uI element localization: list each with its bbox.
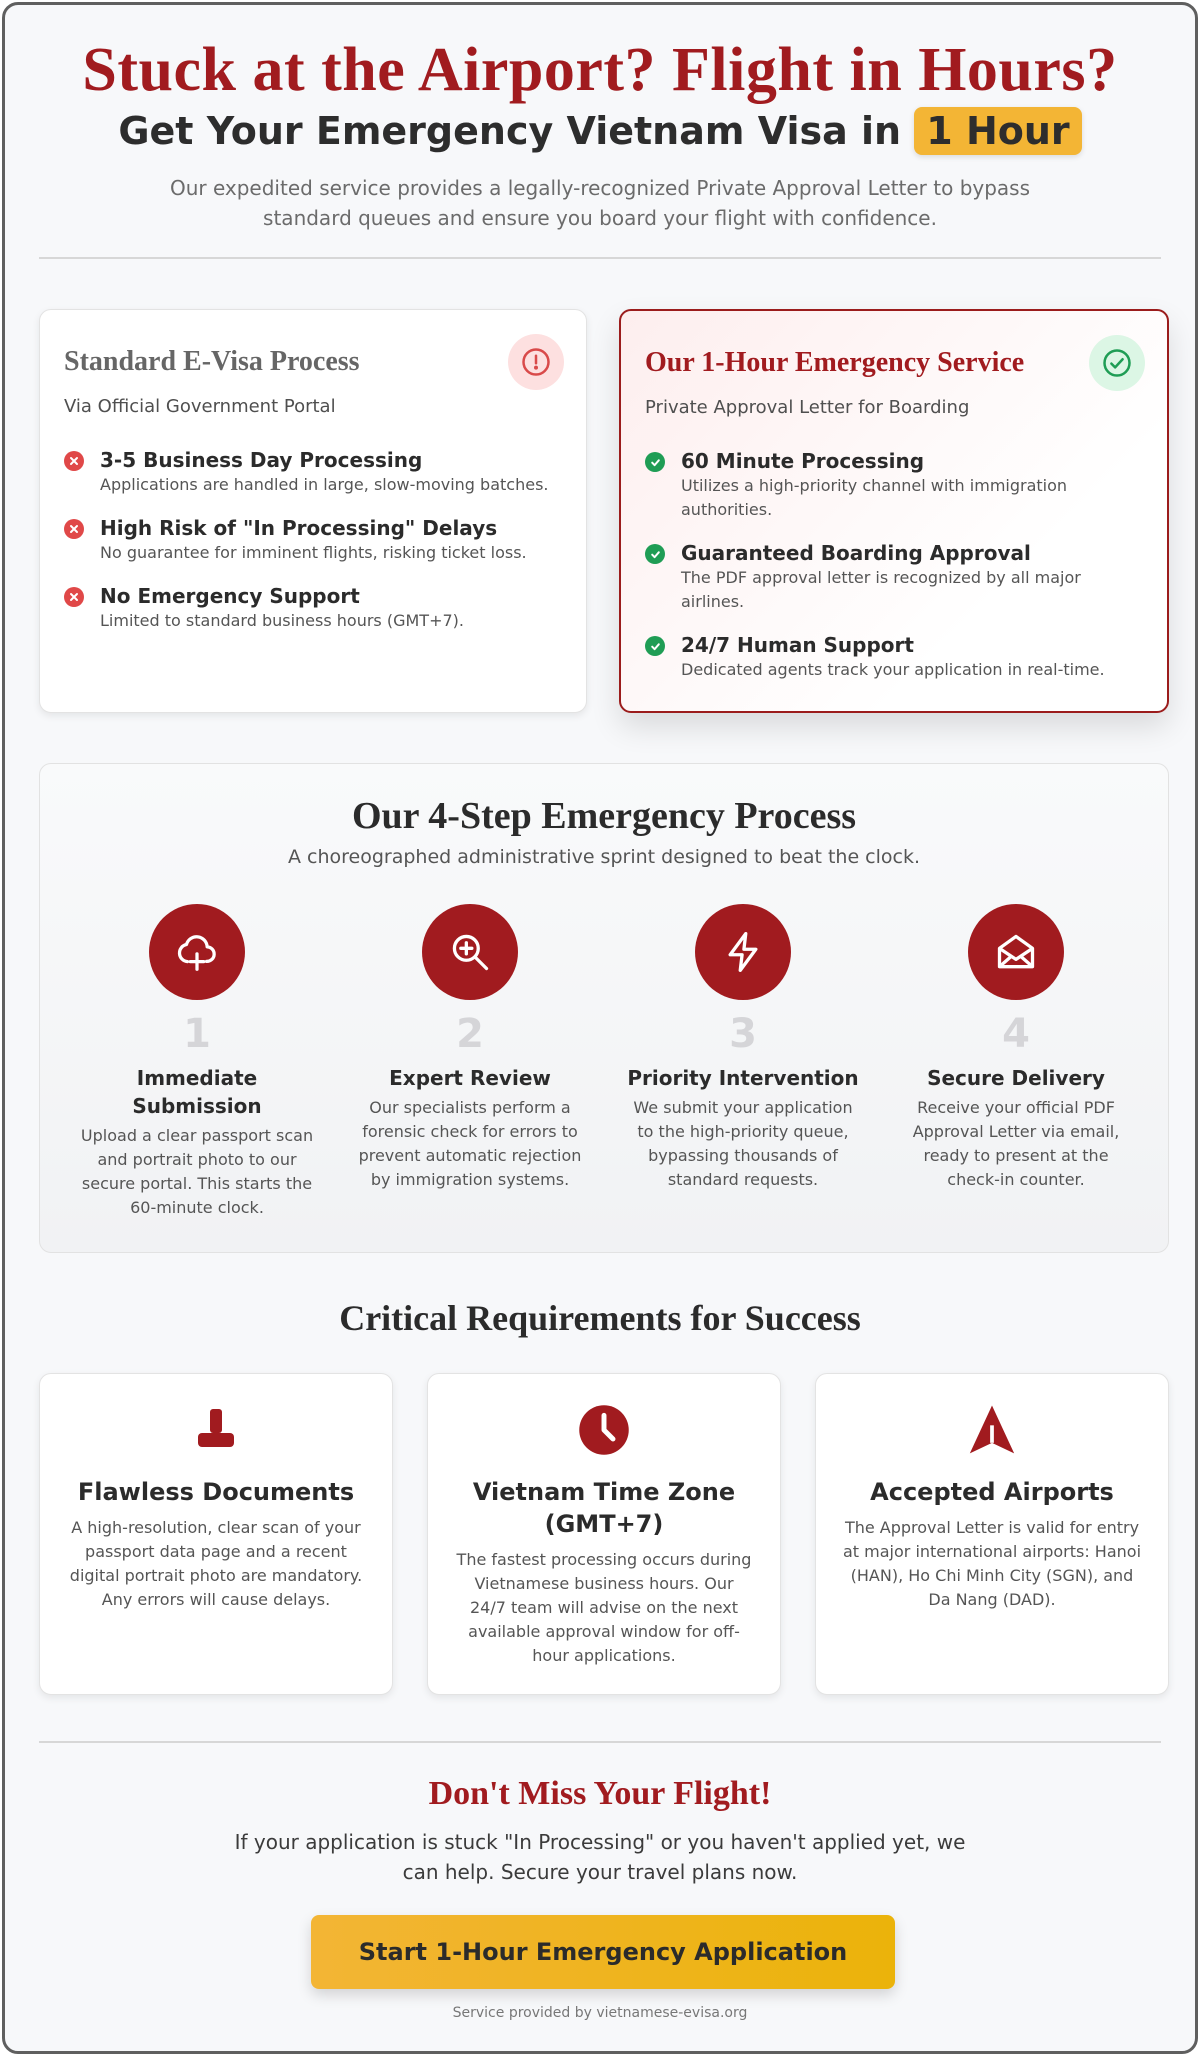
cloud-upload-icon xyxy=(149,904,245,1000)
feature-description: No guarantee for imminent flights, risking ticket loss. xyxy=(100,543,527,562)
feature-description: The PDF approval letter is recognized by all major airlines. xyxy=(681,568,1081,611)
emergency-card-title: Our 1-Hour Emergency Service xyxy=(645,347,1025,378)
process-subtitle: A choreographed administrative sprint designed to beat the clock. xyxy=(287,846,921,868)
x-circle-icon xyxy=(64,451,84,471)
requirement-title: Flawless Documents xyxy=(77,1478,355,1506)
step-number: 2 xyxy=(456,1011,484,1057)
step-title: Immediate Submission xyxy=(132,1066,262,1118)
feature-title: 24/7 Human Support xyxy=(681,633,914,657)
feature-title: High Risk of "In Processing" Delays xyxy=(100,516,498,540)
alert-circle-icon xyxy=(508,334,564,390)
start-application-button[interactable]: Start 1-Hour Emergency Application xyxy=(311,1915,895,1989)
step-description: Receive your official PDF Approval Letter via email, ready to present at the check-in counter. xyxy=(912,1098,1120,1189)
step-title: Priority Intervention xyxy=(627,1066,859,1090)
process-section xyxy=(39,763,1169,1253)
step-card xyxy=(896,904,1136,1192)
step-number: 3 xyxy=(729,1011,757,1057)
step-description: Our specialists perform a forensic check for errors to prevent automatic rejection by immigration systems. xyxy=(358,1098,582,1189)
x-circle-icon xyxy=(64,519,84,539)
feature-title: No Emergency Support xyxy=(100,584,360,608)
step-description: We submit your application to the high-priority queue, bypassing thousands of standard requests. xyxy=(633,1098,853,1189)
standard-card-subtitle: Via Official Government Portal xyxy=(64,396,336,417)
feature-description: Dedicated agents track your application in real-time. xyxy=(681,660,1105,679)
step-card xyxy=(623,904,863,1192)
process-title: Our 4-Step Emergency Process xyxy=(351,795,857,837)
magnifier-plus-icon xyxy=(422,904,518,1000)
check-circle-icon xyxy=(645,544,665,564)
emergency-card-subtitle: Private Approval Letter for Boarding xyxy=(645,397,970,418)
requirement-card xyxy=(815,1373,1169,1695)
divider xyxy=(39,257,1161,259)
divider xyxy=(39,1741,1161,1743)
check-circle-icon xyxy=(1089,335,1145,391)
open-envelope-icon xyxy=(968,904,1064,1000)
standard-card-title: Standard E-Visa Process xyxy=(64,346,360,377)
requirement-description: The fastest processing occurs during Vietnamese business hours. Our 24/7 team will advise on the next available approval window for off-hour applications. xyxy=(456,1550,752,1665)
feature-description: Applications are handled in large, slow-moving batches. xyxy=(100,475,549,494)
step-description: Upload a clear passport scan and portrait photo to our secure portal. This starts the 60-minute clock. xyxy=(80,1126,314,1217)
requirement-description: A high-resolution, clear scan of your passport data page and a recent digital portrait photo are mandatory. Any errors will cause delays. xyxy=(69,1518,363,1609)
cta-title: Don't Miss Your Flight! xyxy=(428,1775,772,1812)
page-title: Stuck at the Airport? Flight in Hours? xyxy=(82,36,1118,104)
feature-title: 3-5 Business Day Processing xyxy=(100,448,423,472)
requirement-title: Accepted Airports xyxy=(870,1478,1114,1506)
requirement-card xyxy=(427,1373,781,1695)
requirement-title: Vietnam Time Zone (GMT+7) xyxy=(472,1478,736,1538)
step-card xyxy=(350,904,590,1192)
requirement-card xyxy=(39,1373,393,1695)
list-item xyxy=(64,583,562,633)
page-frame xyxy=(2,2,1198,2054)
one-hour-badge: 1 Hour xyxy=(914,107,1081,155)
list-item xyxy=(645,448,1143,522)
footer-note: Service provided by vietnamese-evisa.org xyxy=(452,2005,748,2021)
check-circle-icon xyxy=(645,636,665,656)
feature-description: Limited to standard business hours (GMT+7). xyxy=(100,611,464,630)
list-item xyxy=(64,447,562,497)
feature-title: 60 Minute Processing xyxy=(681,449,925,473)
lightning-icon xyxy=(695,904,791,1000)
hero-description: Our expedited service provides a legally-recognized Private Approval Letter to bypass standard queues and ensure you board your flight with confidence. xyxy=(169,176,1031,230)
hero-subtitle xyxy=(5,107,1195,155)
list-item xyxy=(645,540,1143,614)
step-title: Expert Review xyxy=(389,1066,551,1090)
hero-subtitle-text: Get Your Emergency Vietnam Visa in xyxy=(118,109,902,153)
feature-description: Utilizes a high-priority channel with immigration authorities. xyxy=(681,476,1068,519)
requirement-description: The Approval Letter is valid for entry at major international airports: Hanoi (HAN), Ho Chi Minh City (SGN), and Da Nang (DAD). xyxy=(842,1518,1142,1609)
step-number: 1 xyxy=(183,1011,211,1057)
requirements-title: Critical Requirements for Success xyxy=(339,1298,861,1338)
x-circle-icon xyxy=(64,587,84,607)
cta-description: If your application is stuck "In Processing" or you haven't applied yet, we can help. Secure your travel plans now. xyxy=(234,1830,966,1884)
stamp-icon xyxy=(66,1402,366,1458)
standard-process-card xyxy=(39,309,587,713)
emergency-service-card xyxy=(619,309,1169,713)
plane-arrow-icon xyxy=(842,1402,1142,1458)
list-item xyxy=(645,632,1143,682)
list-item xyxy=(64,515,562,565)
check-circle-icon xyxy=(645,452,665,472)
clock-icon xyxy=(454,1402,754,1458)
feature-title: Guaranteed Boarding Approval xyxy=(681,541,1031,565)
step-card xyxy=(77,904,317,1220)
step-number: 4 xyxy=(1002,1011,1030,1057)
step-title: Secure Delivery xyxy=(927,1066,1105,1090)
